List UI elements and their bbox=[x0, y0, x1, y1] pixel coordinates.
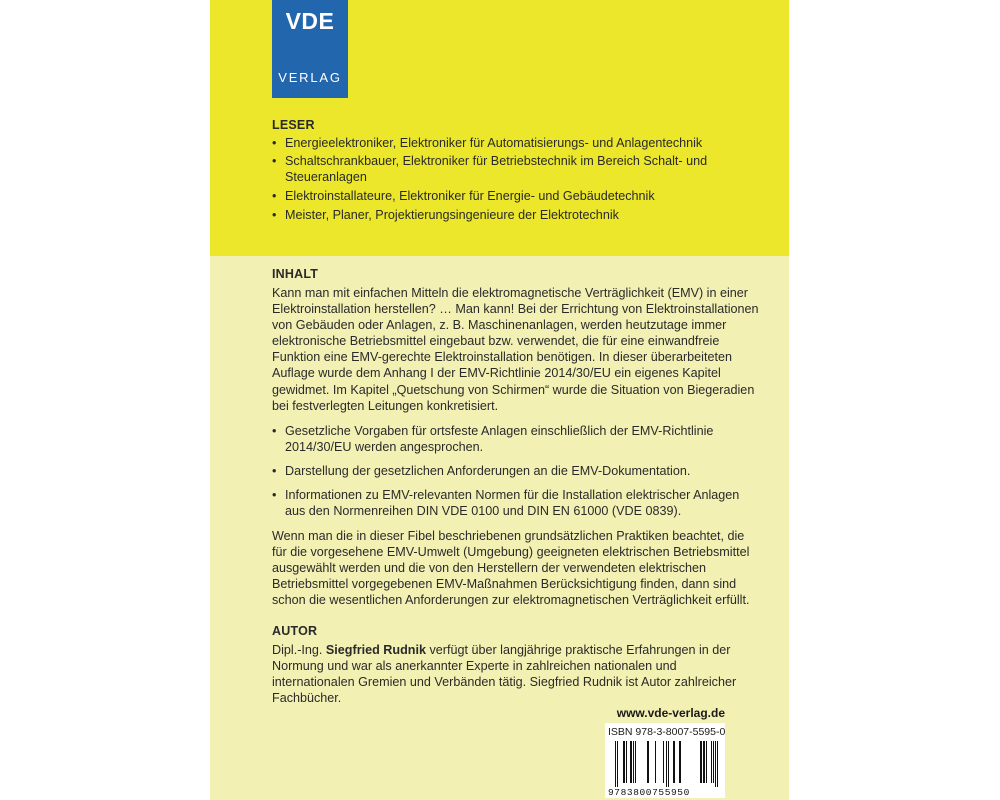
publisher-url[interactable]: www.vde-verlag.de bbox=[616, 706, 725, 720]
isbn-text: ISBN 978-3-8007-5595-0 bbox=[608, 726, 726, 738]
list-item: • Gesetzliche Vorgaben für ortsfeste Anlagen einschließlich der EMV-Richtlinie 2014/30/EU werden angesprochen. bbox=[272, 423, 762, 455]
list-item: • Darstellung der gesetzlichen Anforderungen an die EMV-Dokumentation. bbox=[272, 463, 762, 479]
inhalt-paragraph-1: Kann man mit einfachen Mitteln die elektromagnetische Verträglichkeit (EMV) in einer Elektroinstallation herstellen? … Man kann! Bei der Errichtung von Elektroinstallationen von Gebäuden oder Anlagen, z. B. Maschinenanlagen, werden heutzutage immer elektronische Betriebsmittel eingebaut bzw. verwendet, die für eine einwandfreie Funktion eine EMV-gerechte Elektroinstallation benötigen. In dieser überarbeiteten Auflage wurde dem Anhang I der EMV-Richtlinie 2014/30/EU ein eigenes Kapitel gewidmet. Im Kapitel „Quetschung von Schirmen“ wurde die Situation von Biegeradien bei festverlegten Leitungen konkretisiert. bbox=[272, 286, 759, 413]
isbn-barcode-box bbox=[605, 723, 725, 798]
logo-vde-text: VDE bbox=[285, 8, 335, 34]
autor-paragraph bbox=[272, 642, 762, 706]
barcode-bar bbox=[630, 741, 632, 783]
barcode-bar bbox=[666, 741, 667, 787]
autor-name: Siegfried Rudnik bbox=[325, 643, 426, 657]
barcode-bar bbox=[647, 741, 649, 783]
inhalt-list bbox=[272, 423, 762, 519]
list-item: • Informationen zu EMV-relevanten Normen für die Installation elektrischer Anlagen aus den Normenreihen DIN VDE 0100 und DIN EN 61000 (VDE 0839). bbox=[272, 487, 762, 519]
barcode-bar bbox=[703, 741, 705, 783]
list-item: • Meister, Planer, Projektierungsingenieure der Elektrotechnik bbox=[272, 207, 762, 223]
vde-verlag-logo bbox=[272, 0, 348, 98]
barcode-bar bbox=[717, 741, 718, 787]
list-item: • Schaltschrankbauer, Elektroniker für Betriebstechnik im Bereich Schalt- und Steueranlagen bbox=[272, 153, 762, 185]
list-item: • Elektroinstallateure, Elektroniker für Energie- und Gebäudetechnik bbox=[272, 188, 762, 204]
barcode-bar bbox=[655, 741, 656, 783]
leser-heading: LESER bbox=[272, 118, 315, 132]
barcode-bar bbox=[700, 741, 702, 783]
barcode-bar bbox=[633, 741, 634, 783]
inhalt-paragraph-2: Wenn man die in dieser Fibel beschriebenen grundsätzlichen Praktiken beachtet, die für die vorgesehene EMV-Umwelt (Umgebung) geeigneten elektrischen Betriebsmittel ausgewählt werden und die von den Herstellern der verwendeten elektrischen Betriebsmittel vorgegebenen EMV-Maßnahmen Berücksichtigung finden, dann sind schon die wesentlichen Anforderungen zur elektromagnetischen Verträglichkeit erfüllt. bbox=[272, 528, 750, 608]
logo-verlag-text: VERLAG bbox=[278, 70, 342, 85]
barcode-bar bbox=[713, 741, 714, 783]
barcode-bar bbox=[711, 741, 712, 783]
barcode-digits: 9783800755950 bbox=[608, 787, 690, 797]
barcode-bar bbox=[626, 741, 627, 783]
autor-section bbox=[272, 624, 762, 706]
inhalt-heading: INHALT bbox=[272, 267, 319, 281]
autor-prefix: Dipl.-Ing. bbox=[272, 643, 326, 657]
list-item: • Energieelektroniker, Elektroniker für Automatisierungs- und Anlagentechnik bbox=[272, 135, 762, 151]
leser-list bbox=[272, 135, 762, 223]
barcode-bar bbox=[673, 741, 675, 783]
barcode-image bbox=[607, 741, 723, 797]
book-back-cover bbox=[210, 0, 789, 800]
barcode-bar bbox=[715, 741, 716, 787]
yellow-header-band bbox=[210, 0, 789, 256]
barcode-bar bbox=[663, 741, 664, 783]
barcode-bar bbox=[706, 741, 707, 783]
autor-text: verfügt über langjährige praktische Erfahrungen in der Normung und war als anerkannter Experte in zahlreichen nationalen und internationalen Gremien und Verbänden tätig. Siegfried Rudnik ist Autor zahlreicher Fachbücher. bbox=[272, 643, 737, 706]
barcode-bar bbox=[615, 741, 616, 787]
barcode-bar bbox=[635, 741, 636, 783]
autor-heading: AUTOR bbox=[272, 624, 318, 638]
barcode-bar bbox=[617, 741, 618, 787]
barcode-bar bbox=[679, 741, 681, 783]
barcode-bar bbox=[668, 741, 669, 787]
barcode-bar bbox=[623, 741, 625, 783]
inhalt-section bbox=[272, 267, 762, 608]
leser-section bbox=[272, 118, 762, 223]
